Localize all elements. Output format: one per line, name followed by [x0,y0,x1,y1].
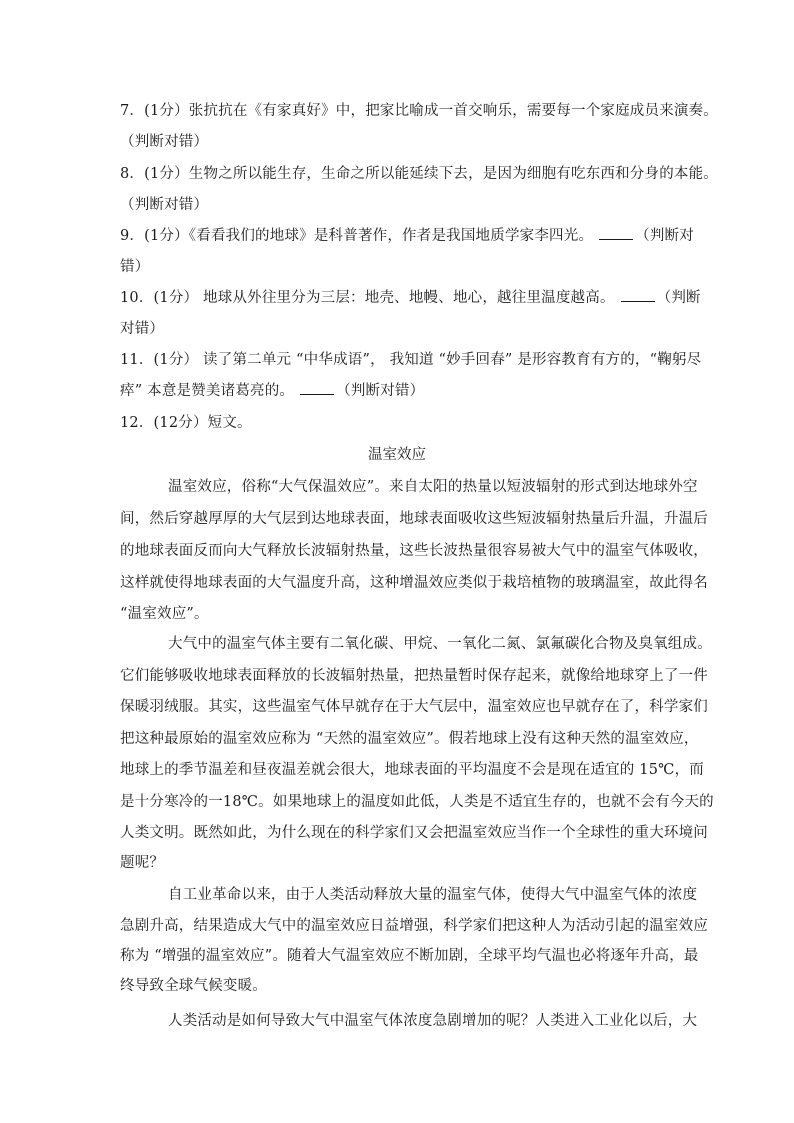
article-p3-line-3: 称为 “增强的温室效应”。随着大气温室效应不断加剧，全球平均气温也必将逐年升高，最 [120,948,699,964]
question-10-text: 10．(1分） 地球从外往里分为三层：地壳、地幔、地心，越往里温度越高。 [120,290,615,306]
question-9-judge: （判断对 [635,228,694,244]
article-p1-line-5: “温室效应”。 [120,606,209,622]
article-p4-line-1: 人类活动是如何导致大气中温室气体浓度急剧增加的呢？人类进入工业化以后，大 [168,1013,698,1029]
article-p2-line-8: 题呢？ [120,855,165,871]
question-11-text: 瘁” 本意是赞美诸葛亮的。 [120,383,295,399]
question-9-line-1 [120,226,694,246]
question-8-line-1: 8．(1分）生物之所以能生存，生命之所以能延续下去，是因为细胞有吃东西和分身的本能。 [120,166,719,182]
article-p2-line-6: 是十分寒冷的一18℃。如果地球上的温度如此低，人类是不适宜生存的，也就不会有今天的 [120,794,714,810]
answer-blank-9[interactable] [599,227,633,240]
question-10-judge: （判断 [656,290,701,306]
question-10-line-2: 对错） [120,321,165,337]
article-p1-line-2: 间，然后穿越厚厚的大气层到达地球表面，地球表面吸收这些短波辐射热量后升温，升温后 [120,511,708,527]
article-title: 温室效应 [368,447,426,463]
article-p1-line-4: 这样就使得地球表面的大气温度升高，这种增温效应类似于栽培植物的玻璃温室，故此得名 [120,575,708,591]
article-p1-line-3: 的地球表面反而向大气释放长波辐射热量，这些长波热量很容易被大气中的温室气体吸收， [120,543,708,559]
question-10-line-1 [120,288,701,308]
question-7-line-2: （判断对错） [120,134,209,150]
question-12-line-1: 12．(12分）短文。 [120,415,252,431]
question-9-text: 9．(1分）《看看我们的地球》是科普著作，作者是我国地质学家李四光。 [120,228,594,244]
article-p2-line-3: 保暖羽绒服。其实，这些温室气体早就存在于大气层中，温室效应也早就存在了，科学家们 [120,699,708,715]
question-8-line-2: （判断对错） [120,197,209,213]
article-p2-line-5: 地球上的季节温差和昼夜温差就会很大，地球表面的平均温度不会是现在适宜的 15℃，而 [120,762,704,778]
question-11-line-1: 11．(1分） 读了第二单元 “中华成语”， 我知道 “妙手回春” 是形容教育有方的，“鞠躬尽 [120,352,702,368]
answer-blank-10[interactable] [621,289,655,302]
question-9-line-2: 错） [120,259,150,275]
article-p3-line-2: 急剧升高，结果造成大气中的温室效应日益增强，科学家们把这种人为活动引起的温室效应 [120,918,708,934]
question-11-judge: （判断对错） [336,383,425,399]
article-p2-line-7: 人类文明。既然如此，为什么现在的科学家们又会把温室效应当作一个全球性的重大环境问 [120,825,708,841]
answer-blank-11[interactable] [300,382,334,395]
article-p3-line-1: 自工业革命以来，由于人类活动释放大量的温室气体，使得大气中温室气体的浓度 [168,887,698,903]
article-p3-line-4: 终导致全球气候变暖。 [120,978,267,994]
article-p2-line-1: 大气中的温室气体主要有二氧化碳、甲烷、一氧化二氮、氯氟碳化合物及臭氧组成。 [168,636,712,652]
article-p2-line-2: 它们能够吸收地球表面释放的长波辐射热量，把热量暂时保存起来，就像给地球穿上了一件 [120,668,708,684]
article-p1-line-1: 温室效应，俗称“大气保温效应”。来自太阳的热量以短波辐射的形式到达地球外空 [168,479,698,495]
question-7-line-1: 7．(1分）张抗抗在《有家真好》中，把家比喻成一首交响乐，需要每一个家庭成员来演奏。 [120,103,719,119]
article-p2-line-4: 把这种最原始的温室效应称为 “天然的温室效应”。假若地球上没有这种天然的温室效应， [120,731,699,747]
question-11-line-2 [120,381,424,401]
